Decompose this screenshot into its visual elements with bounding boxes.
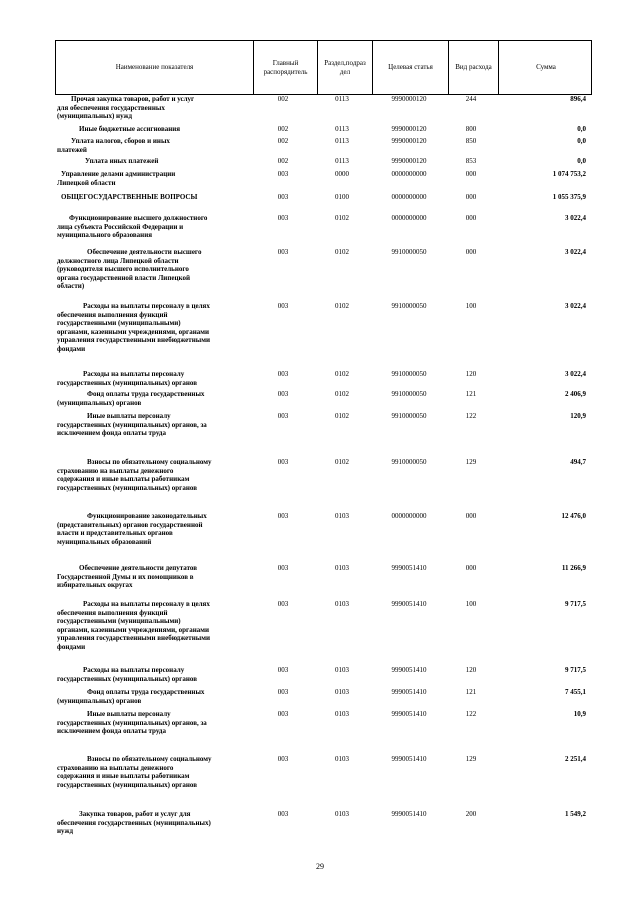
row-name-line: обеспечения выполнения функций [57,608,168,617]
row-name-line: управления государственными внебюджетными [57,634,211,642]
row-name [57,170,243,187]
row-section: 0102 [335,390,349,398]
row-grbs: 003 [277,248,289,256]
row-name-line: нужд [57,827,74,835]
row-name-line: управления государственными внебюджетными [57,336,211,344]
row-type: 244 [465,95,477,103]
row-name [57,157,243,166]
row-sum: 11 266,9 [561,564,586,572]
row-name [57,810,243,836]
row-name-line: Уплата налогов, сборов и иных [71,137,170,145]
row-section: 0103 [335,564,349,572]
row-article: 0000000000 [391,512,427,520]
row-grbs: 003 [277,170,289,178]
row-name-line: для обеспечения государственных [57,103,165,112]
row-name-line: страхованию на выплаты денежного [57,466,174,475]
row-name-line: исключением фонда оплаты труда [57,429,166,437]
row-name-line: муниципальных образований [57,537,152,546]
row-type: 129 [465,755,477,763]
row-grbs: 002 [277,95,289,103]
row-section: 0103 [335,512,349,520]
row-name-line: Иные выплаты персоналу [87,412,171,420]
row-sum: 494,7 [570,458,586,466]
row-section: 0103 [335,666,349,674]
row-name-line: Функционирование высшего должностного [69,214,208,222]
row-article: 0000000000 [391,214,427,222]
row-name-line: платежей [57,145,87,154]
row-article: 9990051410 [391,564,427,572]
row-sum: 2 406,9 [565,390,586,398]
row-section: 0103 [335,755,349,763]
row-name-line: государственных (муниципальных) органов [57,378,197,387]
row-section: 0102 [335,458,349,466]
row-name [57,666,243,683]
row-name [57,302,243,353]
row-name [57,512,243,546]
row-name [57,137,243,154]
row-name-line: (муниципальных) органов [57,696,142,705]
row-type: 800 [465,125,477,133]
row-article: 9990000120 [391,137,427,145]
row-type: 100 [465,600,477,608]
row-name-line: фондами [57,642,86,651]
row-article: 9910000050 [391,248,427,256]
row-name-line: страхованию на выплаты денежного [57,763,174,772]
row-grbs: 003 [277,688,289,696]
row-section: 0103 [335,600,349,608]
row-name [57,564,243,590]
row-section: 0102 [335,248,349,256]
row-sum: 3 022,4 [565,248,586,256]
row-name [57,458,243,492]
row-article: 9990000120 [391,95,427,103]
row-grbs: 003 [277,512,289,520]
row-article: 9910000050 [391,370,427,378]
row-section: 0102 [335,370,349,378]
row-section: 0102 [335,412,349,420]
row-article: 9990000120 [391,125,427,133]
row-name-line: содержания и иные выплаты работникам [57,475,190,483]
row-article: 9990051410 [391,810,427,818]
row-name-line: обеспечения государственных (муниципальных) [57,818,211,827]
row-sum: 0,0 [577,157,586,165]
row-section: 0103 [335,688,349,696]
row-grbs: 003 [277,302,289,310]
row-grbs: 002 [277,137,289,145]
row-type: 000 [465,248,477,256]
row-name-line: Липецкой области [57,178,116,187]
row-name-line: Государственной Думы и их помощников в [57,572,194,581]
row-grbs: 003 [277,458,289,466]
row-type: 853 [465,157,477,165]
row-name-line: обеспечения выполнения функций [57,310,168,319]
row-section: 0102 [335,214,349,222]
row-name-line: государственными (муниципальными) [57,617,181,625]
row-sum: 2 251,4 [565,755,586,763]
row-section: 0103 [335,810,349,818]
row-name-line: Прочая закупка товаров, работ и услуг [71,95,195,103]
row-name-line: Уплата иных платежей [85,157,159,165]
row-grbs: 002 [277,157,289,165]
row-name-line: Взносы по обязательному социальному [87,755,212,763]
row-name-line: должностного лица Липецкой области [57,256,179,265]
row-article: 9990051410 [391,710,427,718]
row-type: 129 [465,458,477,466]
row-sum: 9 717,5 [565,600,586,608]
row-type: 000 [465,214,477,222]
row-name [57,248,243,291]
row-article: 9990051410 [391,666,427,674]
header-section: Раздел,подраз дел [317,41,372,94]
row-name-line: государственных (муниципальных) органов [57,674,197,683]
row-sum: 12 476,0 [561,512,586,520]
row-type: 120 [465,666,477,674]
row-grbs: 003 [277,755,289,763]
row-name-line: Функционирование законодательных [87,512,207,520]
row-name [57,600,243,651]
header-grbs: Главный распорядитель [253,41,317,94]
row-sum: 3 022,4 [565,214,586,222]
row-grbs: 003 [277,412,289,420]
row-article: 9910000050 [391,412,427,420]
row-sum: 120,9 [570,412,586,420]
row-article: 9990051410 [391,688,427,696]
row-name-line: Иные бюджетные ассигнования [79,125,181,133]
row-grbs: 003 [277,390,289,398]
row-grbs: 003 [277,666,289,674]
row-name-line: органами, казенными учреждениями, органами [57,327,210,336]
row-sum: 896,4 [570,95,586,103]
row-name-line: содержания и иные выплаты работникам [57,772,190,780]
row-name-line: Управление делами администрации [61,170,176,178]
row-article: 9910000050 [391,302,427,310]
row-sum: 3 022,4 [565,302,586,310]
row-name [57,193,243,202]
header-name: Наименование показателя [115,63,194,71]
row-type: 000 [465,512,477,520]
row-name-line: (руководителя высшего исполнительного [57,265,189,273]
row-section: 0100 [335,193,349,201]
row-name-line: Закупка товаров, работ и услуг для [79,810,191,818]
row-name-line: (муниципальных) нужд [57,112,133,120]
row-sum: 9 717,5 [565,666,586,674]
header-type: Вид расхода [448,41,498,94]
row-name-line: Обеспечение деятельности высшего [87,248,202,256]
row-grbs: 003 [277,600,289,608]
row-type: 100 [465,302,477,310]
row-article: 9910000050 [391,458,427,466]
row-section: 0000 [335,170,349,178]
row-name-line: лица субъекта Российской Федерации и [57,222,184,231]
row-section: 0102 [335,302,349,310]
row-section: 0113 [335,95,349,103]
row-sum: 7 455,1 [565,688,586,696]
row-name-line: ОБЩЕГОСУДАРСТВЕННЫЕ ВОПРОСЫ [61,193,198,201]
row-name [57,370,243,387]
row-name-line: области) [57,282,85,290]
row-sum: 1 549,2 [565,810,586,818]
row-article: 9990051410 [391,600,427,608]
row-name-line: органа государственной власти Липецкой [57,273,190,282]
row-grbs: 003 [277,810,289,818]
row-type: 200 [465,810,477,818]
row-name-line: государственных (муниципальных) органов [57,483,197,492]
row-section: 0113 [335,137,349,145]
row-name-line: Иные выплаты персоналу [87,710,171,718]
row-type: 122 [465,412,477,420]
row-sum: 0,0 [577,137,586,145]
row-sum: 1 074 753,2 [552,170,586,178]
row-name-line: Расходы на выплаты персоналу в целях [83,302,210,310]
row-name [57,214,243,240]
row-name-line: органами, казенными учреждениями, органами [57,625,210,634]
row-name [57,125,243,134]
page-number: 29 [316,862,324,871]
row-name-line: фондами [57,344,86,353]
row-section: 0113 [335,157,349,165]
row-name [57,710,243,736]
row-type: 121 [465,688,477,696]
row-sum: 0,0 [577,125,586,133]
row-name-line: государственных (муниципальных) органов, за [57,718,207,727]
row-name [57,95,243,121]
row-section: 0113 [335,125,349,133]
row-name-line: исключением фонда оплаты труда [57,727,166,735]
row-article: 9990000120 [391,157,427,165]
row-sum: 10,9 [573,710,586,718]
row-article: 9990051410 [391,755,427,763]
row-grbs: 003 [277,710,289,718]
row-type: 850 [465,137,477,145]
row-name-line: муниципального образования [57,231,153,239]
row-name [57,755,243,789]
row-name [57,412,243,438]
row-sum: 3 022,4 [565,370,586,378]
row-sum: 1 055 375,9 [552,193,586,201]
table-header [55,40,592,95]
row-name-line: Взносы по обязательному социальному [87,458,212,466]
row-type: 000 [465,193,477,201]
row-name-line: государственными (муниципальными) [57,319,181,327]
row-article: 0000000000 [391,193,427,201]
row-name-line: Расходы на выплаты персоналу в целях [83,600,210,608]
row-grbs: 003 [277,214,289,222]
row-article: 9910000050 [391,390,427,398]
row-name-line: Фонд оплаты труда государственных [87,688,205,696]
row-name-line: (муниципальных) органов [57,398,142,407]
row-name-line: Расходы на выплаты персоналу [83,666,185,674]
row-name-line: власти и представительных органов [57,529,173,537]
row-grbs: 003 [277,370,289,378]
row-grbs: 002 [277,125,289,133]
row-type: 120 [465,370,477,378]
header-article: Целевая статья [372,41,448,94]
row-type: 122 [465,710,477,718]
row-name-line: государственных (муниципальных) органов, за [57,420,207,429]
row-name-line: избирательных округах [57,581,133,589]
row-name-line: (представительных) органов государственной [57,520,203,529]
row-grbs: 003 [277,193,289,201]
row-article: 0000000000 [391,170,427,178]
row-name-line: Расходы на выплаты персоналу [83,370,185,378]
row-section: 0103 [335,710,349,718]
header-sum: Сумма [498,41,593,94]
row-name-line: Фонд оплаты труда государственных [87,390,205,398]
row-name [57,390,243,407]
row-type: 121 [465,390,477,398]
row-type: 000 [465,564,477,572]
row-name-line: Обеспечение деятельности депутатов [79,564,198,572]
row-name [57,688,243,705]
row-type: 000 [465,170,477,178]
row-grbs: 003 [277,564,289,572]
row-name-line: государственных (муниципальных) органов [57,780,197,789]
